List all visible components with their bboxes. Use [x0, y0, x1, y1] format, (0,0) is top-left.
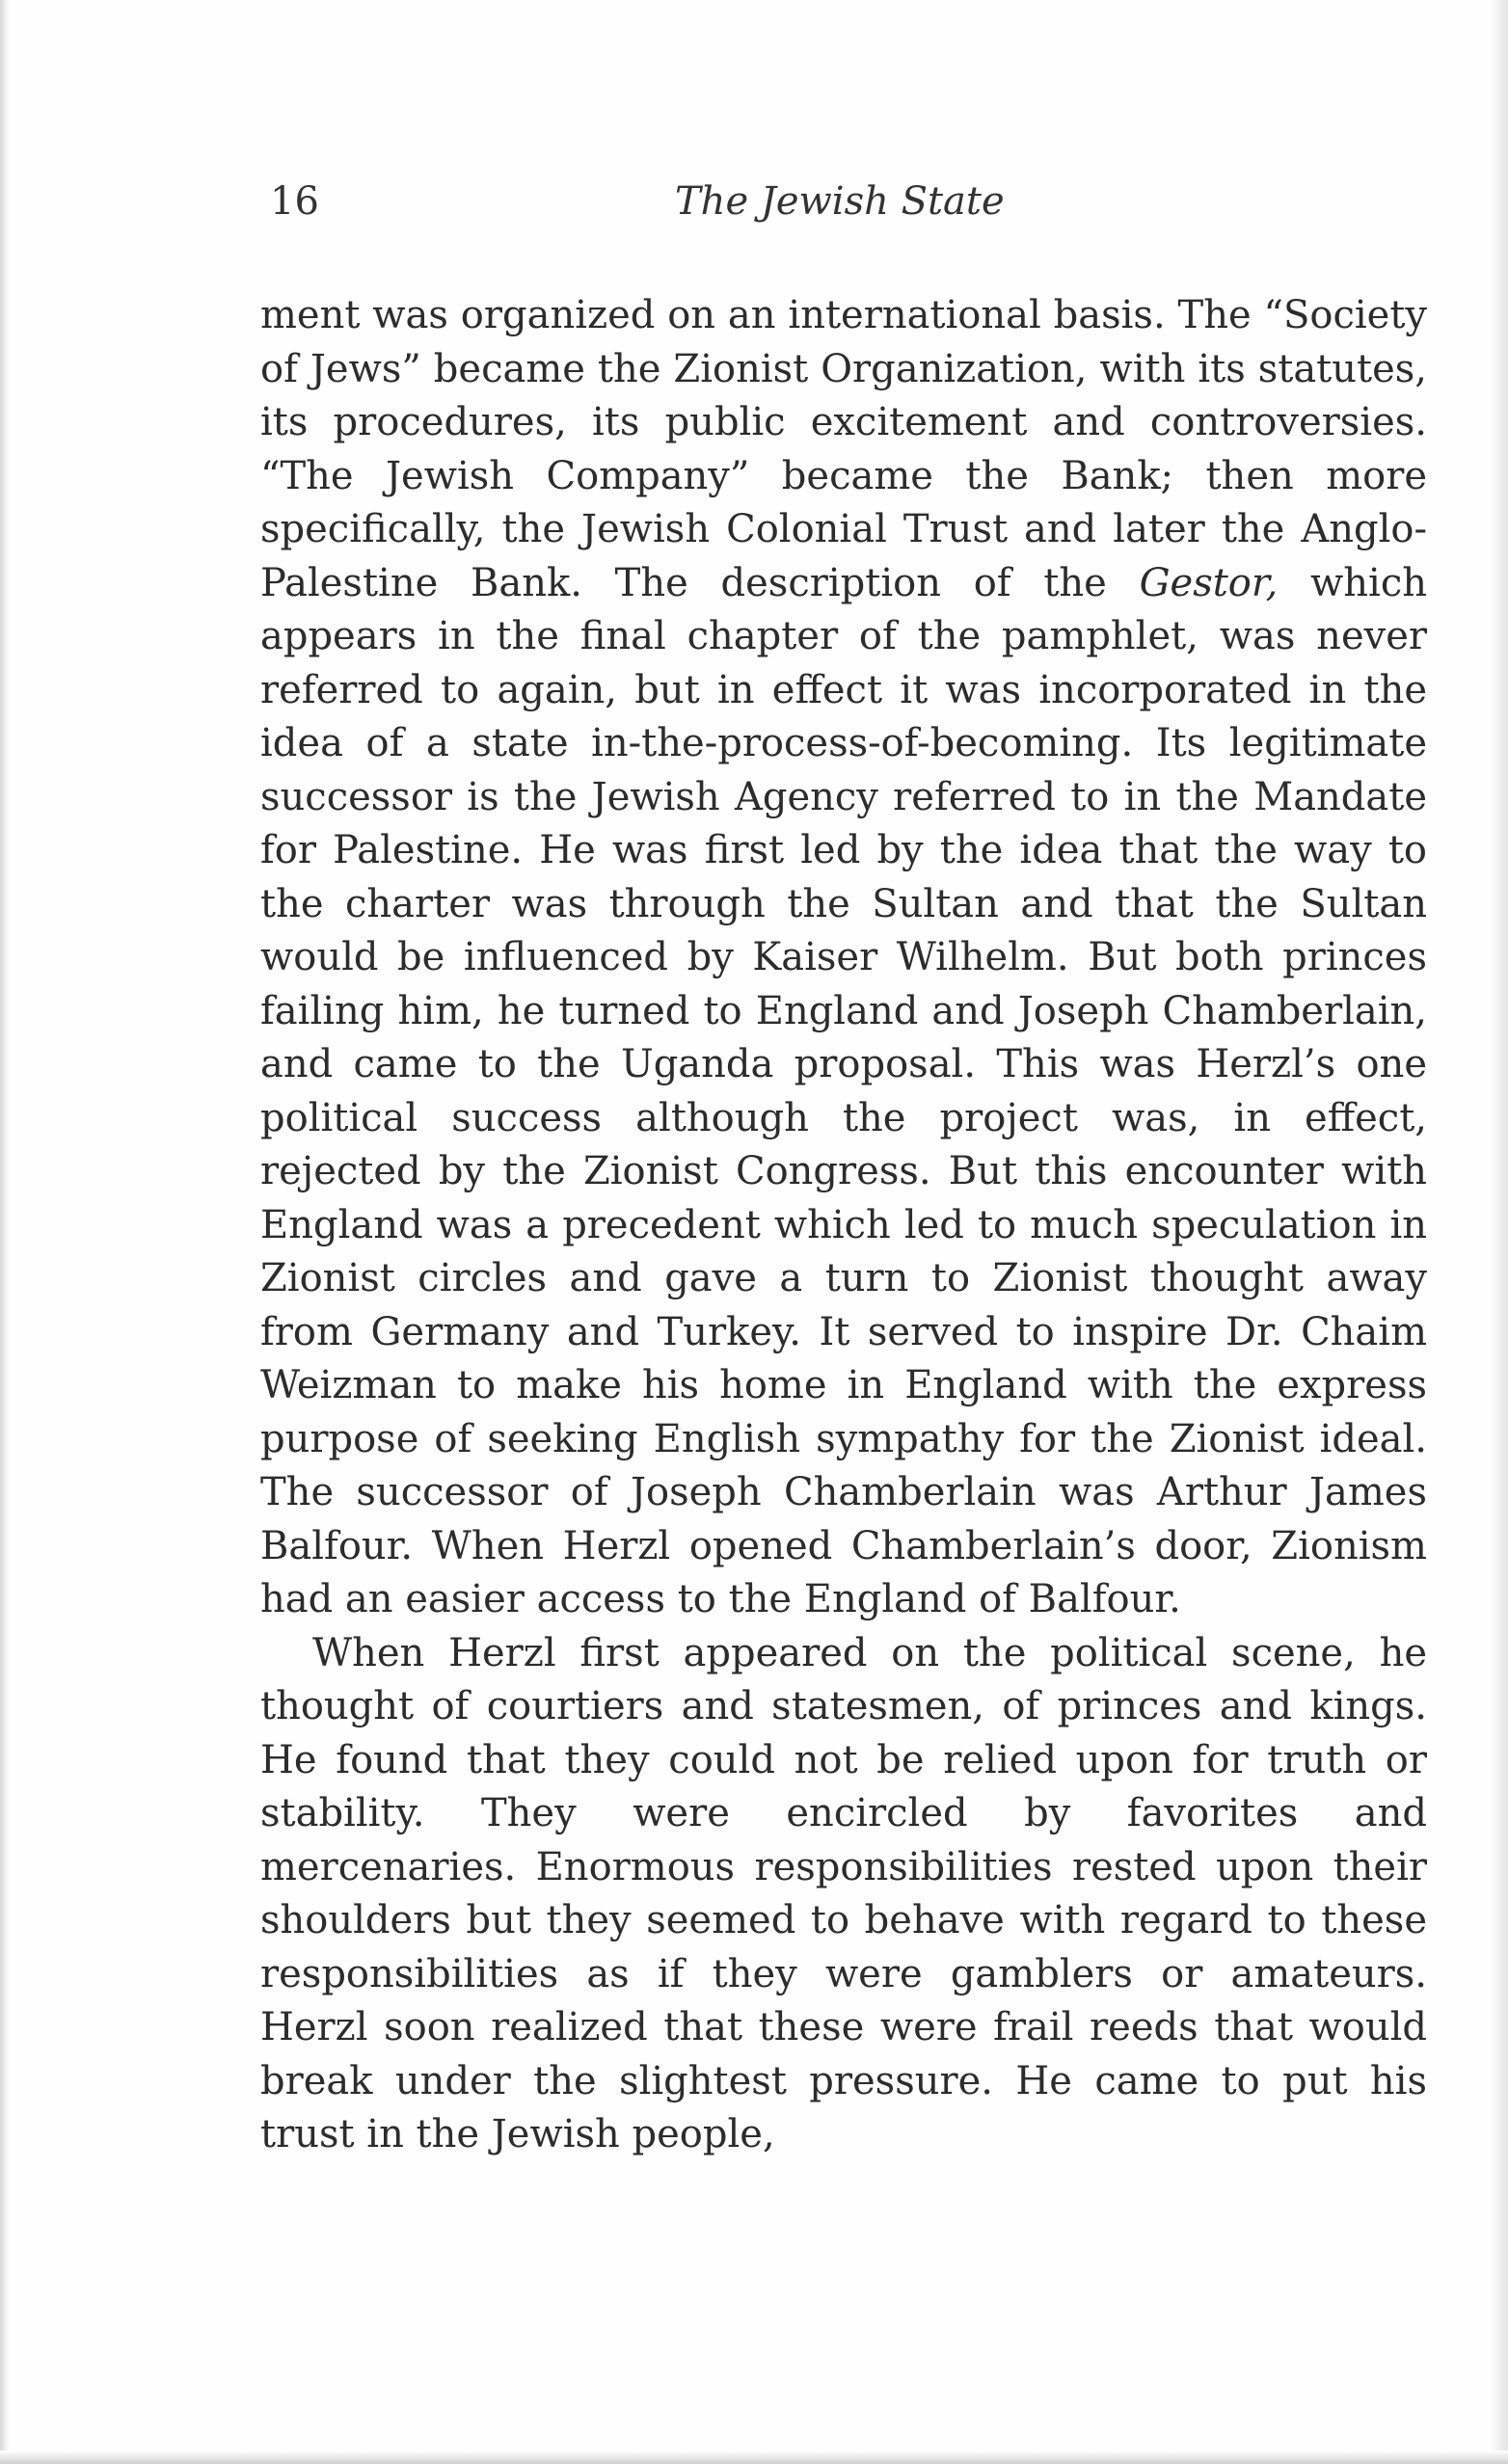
paragraph-1-part-c: which appears in the final chapter of the pamphlet, was never referred to again, but in effect it was incorporated in the idea of a state in-the-process-of-becoming. Its legitimate successor is the Jewish Agency referred to in the Mandate for Palestine. He was first led by the idea that the way to the charter was through the Sultan and that the Sultan would be influenced by Kaiser Wilhelm. But both princes failing him, he turned to England and Joseph Chamberlain, and came to the Uganda proposal. This was Herzl’s one political success although the project was, in effect, rejected by the Zionist Congress. But this encounter with England was a precedent which led to much speculation in Zionist circles and gave a turn to Zionist thought away from Germany and Turkey. It served to inspire Dr. Chaim Weizman to make his home in England with the express purpose of seeking English sympathy for the Zionist ideal. The successor of Joseph Chamberlain was Arthur James Balfour. When Herzl opened Chamberlain’s door, Zionism had an easier access to the England of Balfour. — [260, 560, 1428, 1621]
body-text — [260, 289, 1427, 2162]
page-number: 16 — [270, 179, 319, 224]
paragraph-2: When Herzl first appeared on the political scene, he thought of courtiers and statesmen, of princes and kings. He found that they could not be relied upon for truth or stability. They were encircled by favorites and mercenaries. Enormous responsibilities rested upon their shoulders but they seemed to behave with regard to these responsibilities as if they were gamblers or amateurs. Herzl soon realized that these were frail reeds that would break under the slightest pressure. He came to put his trust in the Jewish people, — [260, 1630, 1427, 2156]
page-header — [260, 172, 1417, 239]
paragraph-1 — [260, 289, 1427, 1627]
scan-shadow-left — [0, 0, 10, 2464]
paragraph-1-part-a: ment was organized on an international basis. The “Society of Jews” became the Zionist Organization, with its statutes, its procedures, its public excitement and controversies. “The Jewish Company” became the Bank; then more specifically, the Jewish Colonial Trust and later the Anglo-Palestine Bank. The description of the — [260, 293, 1427, 605]
paragraph-1-italic-term: Gestor, — [1139, 560, 1279, 605]
scan-shadow-right — [1489, 0, 1508, 2464]
scan-shadow-bottom — [0, 2451, 1508, 2464]
running-title: The Jewish State — [675, 179, 1005, 224]
